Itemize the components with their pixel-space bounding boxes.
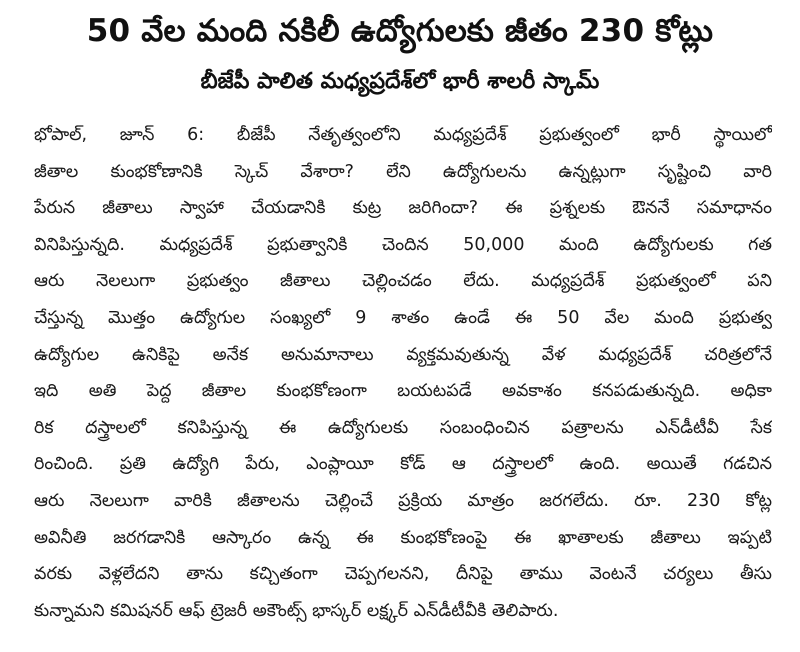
body-line: ఆరు నెలలుగా వారికి జీతాలను చెల్లించే ప్రక్రియ మాత్రం జరగలేదు. రూ. 230 కోట్ల [34, 490, 772, 511]
article-body [34, 117, 772, 629]
body-line: చేస్తున్న మొత్తం ఉద్యోగుల సంఖ్యలో 9 శాతం ఉండే ఈ 50 వేల మంది ప్రభుత్వ [34, 307, 772, 328]
headline: 50 వేల మంది నకిలీ ఉద్యోగులకు జీతం 230 కోట్లు [86, 13, 714, 49]
body-line: ఆరు నెలలుగా ప్రభుత్వం జీతాలు చెల్లించడం లేదు. మధ్యప్రదేశ్ ప్రభుత్వంలో పని [34, 271, 772, 292]
body-line: భోపాల్, జూన్ 6: బీజేపీ నేతృత్వంలోని మధ్యప్రదేశ్ ప్రభుత్వంలో భారీ స్థాయిలో [34, 125, 772, 145]
body-line: కున్నామని కమిషనర్ ఆఫ్ ట్రెజరీ అకౌంట్స్ భాస్కర్ లక్ష్కర్ ఎన్‌డీటీవీకి తెలిపారు. [34, 600, 559, 621]
body-line: అవినీతి జరగడానికి ఆస్కారం ఉన్న ఈ కుంభకోణంపై ఈ ఖాతాలకు జీతాలు ఇప్పటి [34, 527, 772, 548]
body-line: రిక దస్త్రాలలో కనిపిస్తున్న ఈ ఉద్యోగులకు సంబంధించిన పత్రాలను ఎన్‌డీటీవీ సేక [34, 417, 772, 438]
body-line: ఉద్యోగుల ఉనికిపై అనేక అనుమానాలు వ్యక్తమవుతున్న వేళ మధ్యప్రదేశ్ చరిత్రలోనే [34, 344, 772, 365]
body-line: రించింది. ప్రతి ఉద్యోగి పేరు, ఎంప్లాయీ కోడ్ ఆ దస్త్రాలలో ఉంది. అయితే గడచిన [34, 454, 772, 475]
body-line: పేరున జీతాలు స్వాహా చేయడానికి కుట్ర జరిగిందా? ఈ ప్రశ్నలకు ఔననే సమాధానం [34, 198, 772, 219]
body-line: వరకు వెళ్లలేదని తాను కచ్చితంగా చెప్పగలనని, దీనిపై తాము వెంటనే చర్యలు తీసు [34, 564, 772, 585]
body-line: జీతాల కుంభకోణానికి స్కెచ్ వేశారా? లేని ఉద్యోగులను ఉన్నట్లుగా సృష్టించి వారి [34, 161, 772, 182]
body-line: వినిపిస్తున్నది. మధ్యప్రదేశ్ ప్రభుత్వానికి చెందిన 50,000 మంది ఉద్యోగులకు గత [34, 234, 772, 255]
body-line: ఇది అతి పెద్ద జీతాల కుంభకోణంగా బయటపడే అవకాశం కనపడుతున్నది. అధికా [34, 381, 772, 402]
subheadline: బీజేపీ పాలిత మధ్యప్రదేశ్‌లో భారీ శాలరీ స్కామ్ [200, 69, 600, 94]
